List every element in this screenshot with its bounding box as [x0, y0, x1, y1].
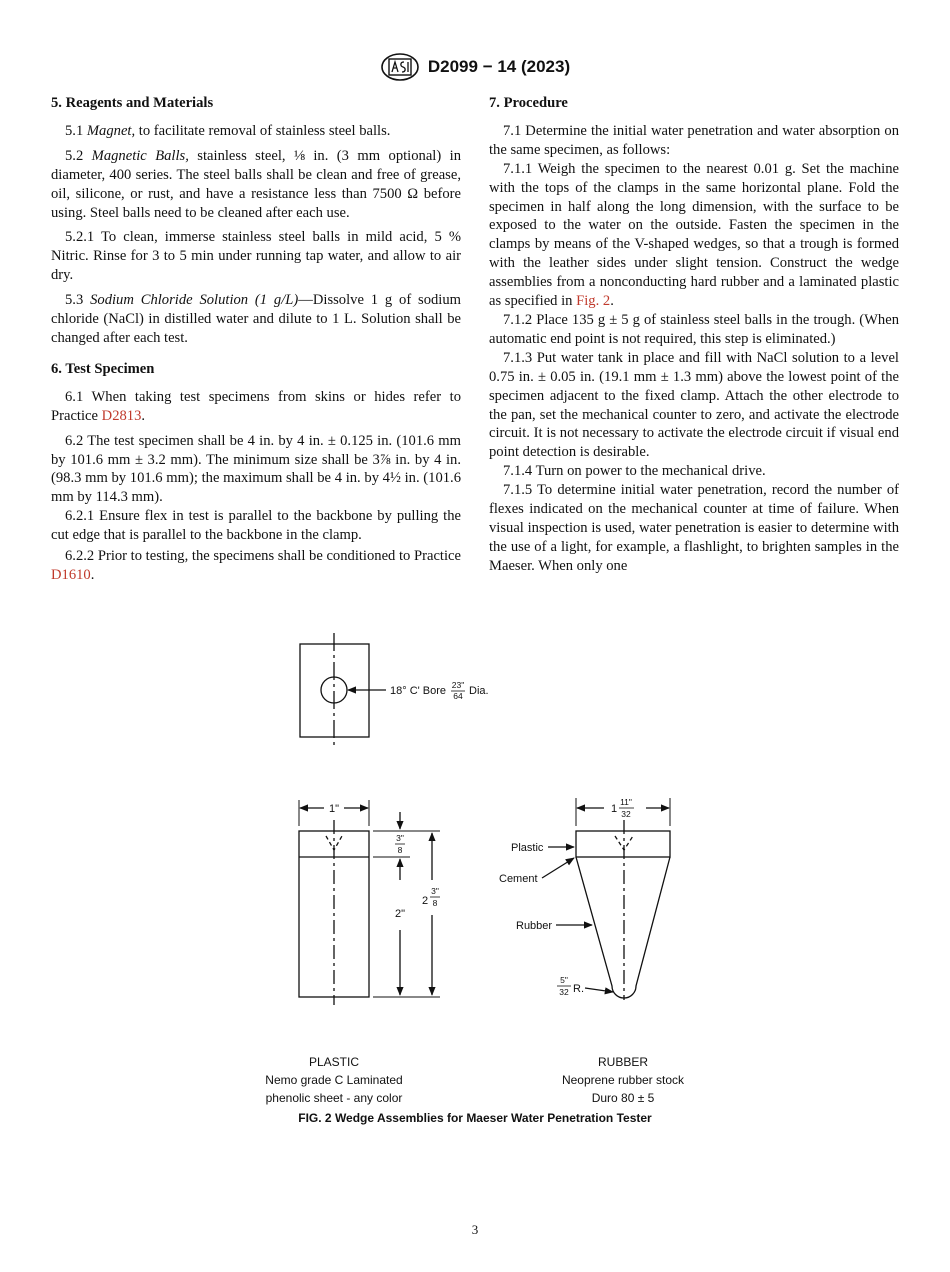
- para-6-2-2: 6.2.2 Prior to testing, the specimens shall be conditioned to Practice D1610.: [51, 548, 461, 583]
- para-7-1-3: 7.1.3 Put water tank in place and fill with NaCl solution to a level 0.75 in. ± 0.05 in. (19.1 mm ± 1.3 mm) above the lowest point of the specimen adjacent to the fixed clamp. Attach the other electrode to the pan, set the mechanical counter to zero, and activate the electrode circuit. It is not necessary to activate the electrode circuit if visual end point detection is desirable.: [489, 349, 899, 461]
- section-7-title: 7. Procedure: [489, 95, 568, 111]
- section-6-title: 6. Test Specimen: [51, 360, 155, 377]
- ref-link-d2813[interactable]: D2813: [101, 407, 142, 424]
- bore-label: 18° C' Bore: [390, 685, 447, 697]
- svg-text:3": 3": [396, 833, 404, 843]
- plastic-title: PLASTIC: [308, 1055, 360, 1069]
- svg-text:2: 2: [421, 895, 429, 907]
- svg-text:1: 1: [610, 803, 618, 815]
- astm-logo-icon: [380, 52, 420, 82]
- rubber-title: RUBBER: [597, 1055, 649, 1069]
- right-column: [489, 94, 899, 576]
- para-7-1-4: 7.1.4 Turn on power to the mechanical drive.: [503, 463, 766, 480]
- para-6-2-1: 6.2.1 Ensure flex in test is parallel to the backbone by pulling the cut edge that is parallel to the backbone in the clamp.: [51, 508, 461, 544]
- figure-caption: FIG. 2 Wedge Assemblies for Maeser Water Penetration Tester: [298, 1111, 652, 1125]
- para-5-1: 5.1 Magnet, to facilitate removal of stainless steel balls.: [65, 122, 391, 139]
- ref-link-fig2[interactable]: Fig. 2: [576, 293, 611, 310]
- svg-text:11": 11": [620, 797, 632, 807]
- ref-link-d1610[interactable]: D1610: [51, 566, 91, 583]
- para-7-1-2: 7.1.2 Place 135 g ± 5 g of stainless steel balls in the trough. (When automatic end point is not required, this step is eliminated.): [489, 311, 899, 347]
- svg-text:Duro 80 ± 5: Duro 80 ± 5: [591, 1091, 655, 1105]
- svg-text:8: 8: [432, 898, 438, 908]
- svg-text:64: 64: [453, 691, 463, 701]
- document-code: D2099 − 14 (2023): [427, 57, 571, 76]
- figure-2-drawing: [0, 630, 950, 1130]
- left-column: [51, 94, 461, 591]
- label-cement: Cement: [499, 873, 538, 885]
- page-header: [0, 52, 950, 82]
- para-5-2-1: 5.2.1 To clean, immerse stainless steel balls in mild acid, 5 % Nitric. Rinse for 3 to 5 min under running tap water, and allow to air dry.: [51, 229, 461, 284]
- rubber-wedge-cap: [576, 831, 670, 857]
- svg-text:23": 23": [451, 680, 465, 690]
- para-5-2: 5.2 Magnetic Balls, stainless steel, ⅛ in. (3 mm optional) in diameter, 400 series. The steel balls shall be clean and free of grease, oil, silicone, or rust, and have a resistance less than 7500 Ω before using. Steel balls need to be cleaned after each use.: [51, 147, 461, 221]
- para-7-1-1: 7.1.1 Weigh the specimen to the nearest 0.01 g. Set the machine with the tops of the clamps in the same horizontal plane. Fold the specimen in half along the long dimension, with the surface to be exposed to the water on the outside. Fasten the specimen in the clamps by means of the V-shaped wedges, so that a trough is formed with the leather sides under slight tension. Construct the wedge assemblies from a nonconducting hard rubber and a laminated plastic as specified in Fig. 2.: [489, 160, 899, 310]
- svg-text:8: 8: [397, 845, 403, 855]
- svg-text:32: 32: [559, 987, 569, 997]
- rubber-wedge-body: [576, 857, 670, 998]
- dim-1in: 1": [328, 803, 340, 815]
- para-6-1: 6.1 When taking test specimens from skins or hides refer to Practice D2813.: [51, 388, 461, 424]
- para-7-1: 7.1 Determine the initial water penetration and water absorption on the same specimen, as follows:: [489, 122, 899, 158]
- label-rubber: Rubber: [516, 920, 553, 932]
- svg-text:phenolic sheet - any color: phenolic sheet - any color: [265, 1091, 403, 1105]
- para-6-2: 6.2 The test specimen shall be 4 in. by 4 in. ± 0.125 in. (101.6 mm by 101.6 mm ± 3.2 mm). The minimum size shall be 3⅞ in. by 4 in. (98.3 mm by 101.6 mm); the maximum shall be 4 in. by 4½ in. (101.6 mm by 114.3 mm).: [51, 432, 461, 506]
- dim-2in: 2": [394, 908, 406, 920]
- svg-text:R.: R.: [573, 983, 584, 995]
- svg-text:3": 3": [431, 886, 439, 896]
- para-7-1-5: 7.1.5 To determine initial water penetration, record the number of flexes indicated on the mechanical counter at time of failure. When visual inspection is used, water penetration is easier to determine with the use of a light, for example, a flashlight, to brighten samples in the Maeser. When only one: [489, 482, 899, 574]
- svg-text:5": 5": [560, 975, 568, 985]
- page-number: 3: [471, 1222, 479, 1237]
- svg-text:Dia.: Dia.: [469, 685, 489, 697]
- svg-text:Nemo grade C Laminated: Nemo grade C Laminated: [265, 1073, 403, 1087]
- label-plastic: Plastic: [511, 842, 544, 854]
- svg-text:32: 32: [621, 809, 631, 819]
- section-5-title: 5. Reagents and Materials: [51, 95, 214, 111]
- svg-text:Neoprene rubber stock: Neoprene rubber stock: [561, 1073, 685, 1087]
- para-5-3: 5.3 Sodium Chloride Solution (1 g/L)—Dissolve 1 g of sodium chloride (NaCl) in distilled water and dilute to 1 L. Solution shall be changed after each test.: [51, 292, 461, 346]
